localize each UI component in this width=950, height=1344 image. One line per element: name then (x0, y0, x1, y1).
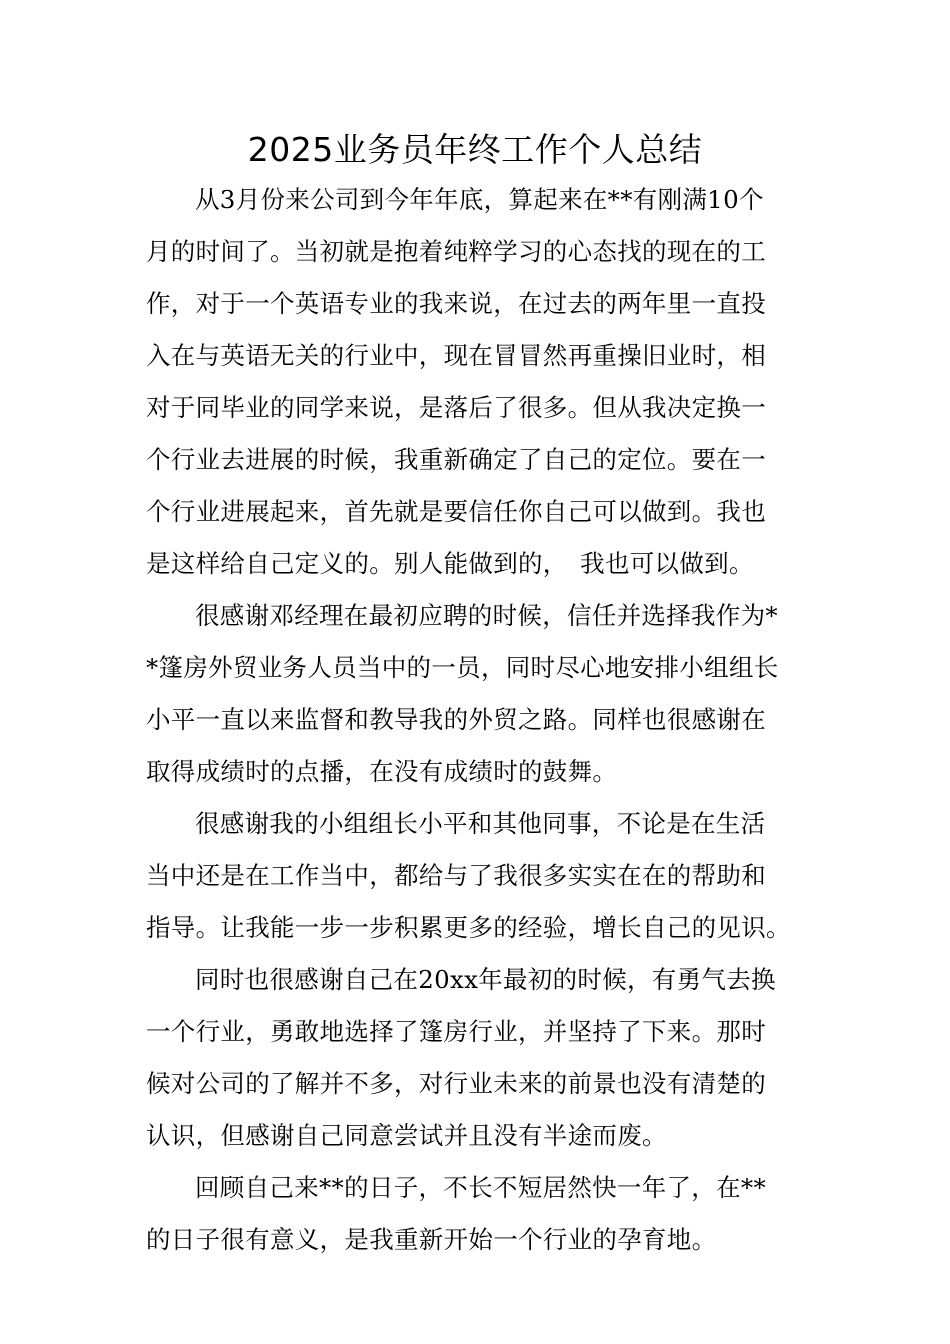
paragraph-4-line-4: 认识，但感谢自己同意尝试并且没有半途而废。 (146, 1121, 667, 1150)
paragraph-1-line-1: 从3月份来公司到今年年底，算起来在**有刚满10个 (195, 185, 764, 214)
paragraph-5-line-2: 的日子很有意义，是我重新开始一个行业的孕育地。 (146, 1225, 717, 1254)
paragraph-5-line-1: 回顾自己来**的日子，不长不短居然快一年了，在** (195, 1173, 766, 1202)
paragraph-3-line-2: 当中还是在工作当中，都给与了我很多实实在在的帮助和 (146, 861, 766, 890)
document-title: 2025业务员年终工作个人总结 (247, 130, 703, 169)
paragraph-4-line-2: 一个行业，勇敢地选择了篷房行业，并坚持了下来。那时 (146, 1017, 766, 1046)
paragraph-1-line-2: 月的时间了。当初就是抱着纯粹学习的心态找的现在的工 (146, 237, 766, 266)
paragraph-1-line-3: 作，对于一个英语专业的我来说，在过去的两年里一直投 (146, 289, 766, 318)
paragraph-2-line-3: 小平一直以来监督和教导我的外贸之路。同样也很感谢在 (146, 705, 766, 734)
paragraph-1-line-8: 是这样给自己定义的。别人能做到的， 我也可以做到。 (146, 549, 754, 578)
paragraph-1-line-4: 入在与英语无关的行业中，现在冒冒然再重操旧业时，相 (146, 341, 766, 370)
paragraph-2-line-2: *篷房外贸业务人员当中的一员，同时尽心地安排小组组长 (146, 653, 779, 682)
paragraph-1-line-5: 对于同毕业的同学来说，是落后了很多。但从我决定换一 (146, 393, 766, 422)
paragraph-1-line-6: 个行业去进展的时候，我重新确定了自己的定位。要在一 (146, 445, 766, 474)
paragraph-3-line-3: 指导。让我能一步一步积累更多的经验，增长自己的见识。 (146, 913, 791, 942)
paragraph-2-line-1: 很感谢邓经理在最初应聘的时候，信任并选择我作为* (195, 601, 778, 630)
paragraph-2-line-4: 取得成绩时的点播，在没有成绩时的鼓舞。 (146, 757, 618, 786)
paragraph-4-line-3: 候对公司的了解并不多，对行业未来的前景也没有清楚的 (146, 1069, 766, 1098)
paragraph-3-line-1: 很感谢我的小组组长小平和其他同事，不论是在生活 (195, 809, 766, 838)
paragraph-1-line-7: 个行业进展起来，首先就是要信任你自己可以做到。我也 (146, 497, 766, 526)
paragraph-4-line-1: 同时也很感谢自己在20xx年最初的时候，有勇气去换 (195, 965, 776, 994)
